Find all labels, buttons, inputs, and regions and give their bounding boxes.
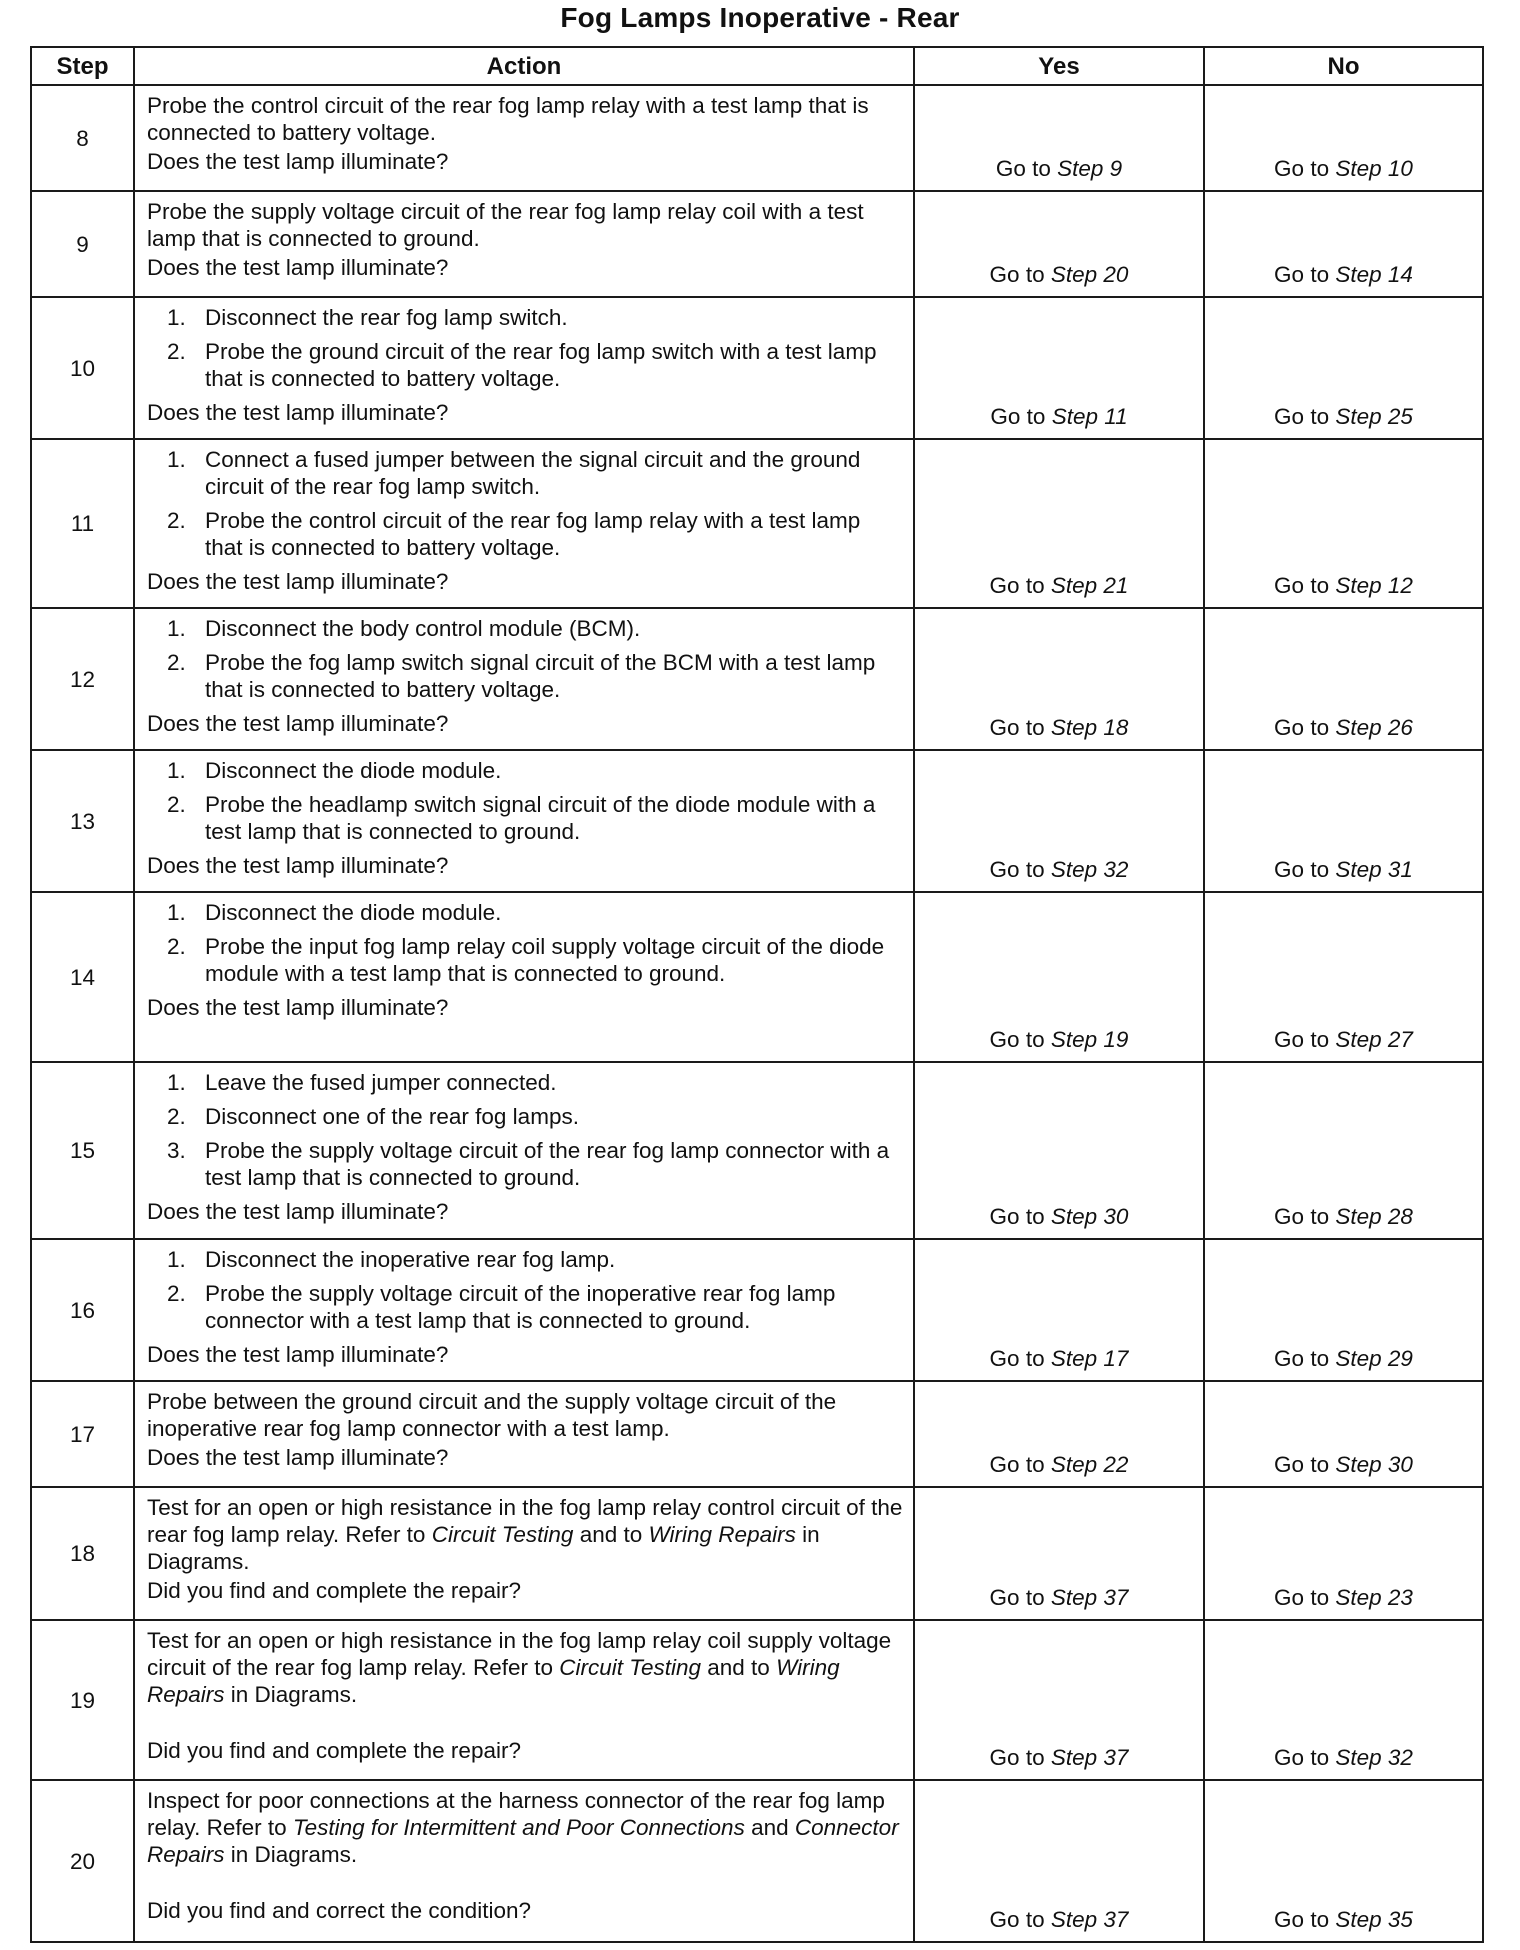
action-question: Did you find and complete the repair? xyxy=(147,1738,521,1763)
action-step-text: Disconnect the diode module. xyxy=(205,900,502,925)
spacer xyxy=(147,1708,903,1735)
goto-prefix: Go to xyxy=(1274,573,1336,598)
action-question: Did you find and complete the repair? xyxy=(147,1578,521,1603)
table-row xyxy=(31,892,1483,1062)
step-number: 18 xyxy=(31,1487,134,1620)
goto-step-number: 26 xyxy=(1387,715,1413,740)
action-cell xyxy=(134,750,914,892)
header-step: Step xyxy=(31,47,134,85)
action-step-number: 1. xyxy=(167,758,186,783)
action-step-number: 2. xyxy=(167,1104,186,1129)
action-step-text: Probe the supply voltage circuit of the inoperative rear fog lamp connector with a test lamp that is connected to ground. xyxy=(205,1281,836,1333)
reference-link-text: Testing for Intermittent and Poor Connections xyxy=(292,1815,745,1840)
action-question: Does the test lamp illuminate? xyxy=(147,255,449,280)
action-step-text: Leave the fused jumper connected. xyxy=(205,1070,557,1095)
yes-cell xyxy=(914,1780,1204,1942)
action-text xyxy=(147,92,903,146)
action-cell xyxy=(134,439,914,608)
diagnostic-table xyxy=(30,46,1484,1943)
table-row xyxy=(31,1381,1483,1487)
no-cell xyxy=(1204,1062,1483,1239)
step-number: 12 xyxy=(31,608,134,750)
reference-link-text: Circuit Testing xyxy=(431,1522,574,1547)
table-row xyxy=(31,297,1483,439)
no-cell xyxy=(1204,297,1483,439)
no-cell xyxy=(1204,892,1483,1062)
goto-step-word: Step xyxy=(1335,1745,1382,1770)
action-steps-list xyxy=(147,1069,903,1191)
action-step-number: 2. xyxy=(167,792,186,817)
goto-prefix: Go to xyxy=(989,1585,1051,1610)
action-step-text: Disconnect the rear fog lamp switch. xyxy=(205,305,568,330)
action-cell xyxy=(134,1780,914,1942)
goto-step-word: Step xyxy=(1050,1452,1098,1477)
action-step-number: 1. xyxy=(167,447,186,472)
goto-step-word: Step xyxy=(1057,156,1104,181)
no-cell xyxy=(1204,608,1483,750)
action-steps-list xyxy=(147,304,903,392)
goto-step-word: Step xyxy=(1050,573,1098,598)
action-step-item xyxy=(147,446,903,500)
action-step-number: 2. xyxy=(167,1281,186,1306)
goto-step-number: 21 xyxy=(1103,573,1129,598)
table-row xyxy=(31,191,1483,297)
action-cell xyxy=(134,1239,914,1381)
goto-step-number: 29 xyxy=(1387,1346,1413,1371)
action-step-number: 1. xyxy=(167,1247,186,1272)
action-step-number: 3. xyxy=(167,1138,186,1163)
goto-step-word: Step xyxy=(1335,1585,1382,1610)
action-cell xyxy=(134,191,914,297)
goto-step-word: Step xyxy=(1050,262,1098,287)
action-step-number: 1. xyxy=(167,1070,186,1095)
action-steps-list xyxy=(147,615,903,703)
action-step-number: 1. xyxy=(167,900,186,925)
goto-step-number: 37 xyxy=(1103,1907,1129,1932)
action-step-item xyxy=(147,1246,903,1273)
action-step-number: 2. xyxy=(167,339,186,364)
table-row xyxy=(31,1487,1483,1620)
no-cell xyxy=(1204,439,1483,608)
goto-step-number: 12 xyxy=(1387,573,1413,598)
action-steps-list xyxy=(147,1246,903,1334)
goto-step-number: 19 xyxy=(1103,1027,1129,1052)
goto-prefix: Go to xyxy=(989,1452,1051,1477)
action-text-segment: Probe between the ground circuit and the supply voltage circuit of the inoperative rear fog lamp connector with a test lamp. xyxy=(147,1389,837,1441)
goto-step-word: Step xyxy=(1335,715,1382,740)
goto-step-number: 32 xyxy=(1387,1745,1413,1770)
goto-step-number: 27 xyxy=(1387,1027,1413,1052)
goto-prefix: Go to xyxy=(1274,1027,1336,1052)
yes-cell xyxy=(914,85,1204,191)
no-cell xyxy=(1204,1487,1483,1620)
reference-link-text: Connector Repairs xyxy=(147,1815,899,1867)
header-yes: Yes xyxy=(914,47,1204,85)
goto-prefix: Go to xyxy=(990,404,1052,429)
action-cell xyxy=(134,297,914,439)
table-body xyxy=(31,85,1483,1942)
action-step-text: Connect a fused jumper between the signal circuit and the ground circuit of the rear fog lamp switch. xyxy=(205,447,861,499)
action-step-item xyxy=(147,615,903,642)
yes-cell xyxy=(914,1239,1204,1381)
goto-step-number: 37 xyxy=(1103,1745,1129,1770)
yes-cell xyxy=(914,439,1204,608)
no-cell xyxy=(1204,1381,1483,1487)
yes-cell xyxy=(914,750,1204,892)
table-row xyxy=(31,608,1483,750)
goto-prefix: Go to xyxy=(1274,404,1336,429)
goto-prefix: Go to xyxy=(989,857,1051,882)
goto-prefix: Go to xyxy=(1274,1204,1336,1229)
goto-step-number: 32 xyxy=(1103,857,1129,882)
action-step-item xyxy=(147,791,903,845)
table-row xyxy=(31,1062,1483,1239)
table-row xyxy=(31,1239,1483,1381)
action-question: Does the test lamp illuminate? xyxy=(147,853,449,878)
step-number: 13 xyxy=(31,750,134,892)
action-steps-list xyxy=(147,899,903,987)
table-row xyxy=(31,1780,1483,1942)
header-action: Action xyxy=(134,47,914,85)
action-cell xyxy=(134,892,914,1062)
goto-step-word: Step xyxy=(1050,1907,1098,1932)
step-number: 8 xyxy=(31,85,134,191)
header-no: No xyxy=(1204,47,1483,85)
action-text-segment: in Diagrams. xyxy=(224,1842,358,1867)
goto-step-number: 18 xyxy=(1103,715,1129,740)
action-step-item xyxy=(147,649,903,703)
action-text-segment: Probe the supply voltage circuit of the rear fog lamp relay coil with a test lamp that is connected to ground. xyxy=(147,199,864,251)
goto-step-word: Step xyxy=(1335,1346,1382,1371)
goto-step-number: 10 xyxy=(1387,156,1413,181)
action-text-segment: in Diagrams. xyxy=(147,1522,820,1574)
action-text xyxy=(147,1494,903,1575)
yes-cell xyxy=(914,191,1204,297)
goto-prefix: Go to xyxy=(1274,1745,1336,1770)
no-cell xyxy=(1204,1620,1483,1780)
reference-link-text: Circuit Testing xyxy=(559,1655,701,1680)
reference-link-text: Wiring Repairs xyxy=(147,1655,840,1707)
goto-step-word: Step xyxy=(1335,1204,1382,1229)
no-cell xyxy=(1204,750,1483,892)
action-step-item xyxy=(147,338,903,392)
action-question: Does the test lamp illuminate? xyxy=(147,1199,449,1224)
goto-step-word: Step xyxy=(1335,1027,1382,1052)
yes-cell xyxy=(914,1487,1204,1620)
action-question: Does the test lamp illuminate? xyxy=(147,995,449,1020)
goto-step-number: 23 xyxy=(1387,1585,1413,1610)
table-row xyxy=(31,439,1483,608)
action-text xyxy=(147,1627,903,1708)
action-step-text: Probe the input fog lamp relay coil supply voltage circuit of the diode module with a test lamp that is connected to ground. xyxy=(205,934,885,986)
goto-prefix: Go to xyxy=(1274,156,1336,181)
goto-step-number: 9 xyxy=(1109,156,1123,181)
action-step-text: Probe the headlamp switch signal circuit of the diode module with a test lamp that is connected to ground. xyxy=(205,792,876,844)
action-question: Does the test lamp illuminate? xyxy=(147,711,449,736)
action-step-text: Disconnect the body control module (BCM). xyxy=(205,616,641,641)
goto-step-number: 20 xyxy=(1103,262,1129,287)
step-number: 20 xyxy=(31,1780,134,1942)
action-step-text: Disconnect the inoperative rear fog lamp. xyxy=(205,1247,616,1272)
action-question: Does the test lamp illuminate? xyxy=(147,149,449,174)
table-row xyxy=(31,750,1483,892)
action-question: Does the test lamp illuminate? xyxy=(147,569,449,594)
step-number: 17 xyxy=(31,1381,134,1487)
action-text-segment: and xyxy=(744,1815,795,1840)
goto-prefix: Go to xyxy=(989,262,1051,287)
goto-prefix: Go to xyxy=(995,156,1058,181)
goto-step-number: 25 xyxy=(1387,404,1413,429)
action-step-text: Disconnect the diode module. xyxy=(205,758,502,783)
goto-step-word: Step xyxy=(1050,857,1098,882)
table-row xyxy=(31,85,1483,191)
goto-step-number: 30 xyxy=(1387,1452,1413,1477)
goto-prefix: Go to xyxy=(989,1346,1051,1371)
action-step-text: Disconnect one of the rear fog lamps. xyxy=(205,1104,579,1129)
action-step-number: 2. xyxy=(167,508,186,533)
table-row xyxy=(31,1620,1483,1780)
step-number: 11 xyxy=(31,439,134,608)
action-step-item xyxy=(147,507,903,561)
yes-cell xyxy=(914,1062,1204,1239)
step-number: 19 xyxy=(31,1620,134,1780)
action-text-segment: and to xyxy=(701,1655,777,1680)
yes-cell xyxy=(914,608,1204,750)
goto-step-number: 14 xyxy=(1387,262,1413,287)
goto-step-word: Step xyxy=(1335,156,1382,181)
action-cell xyxy=(134,1487,914,1620)
action-question: Does the test lamp illuminate? xyxy=(147,1342,449,1367)
goto-prefix: Go to xyxy=(1274,1346,1336,1371)
goto-step-word: Step xyxy=(1051,404,1098,429)
no-cell xyxy=(1204,1780,1483,1942)
step-number: 16 xyxy=(31,1239,134,1381)
goto-step-number: 37 xyxy=(1103,1585,1129,1610)
reference-link-text: Wiring Repairs xyxy=(648,1522,796,1547)
action-step-text: Probe the control circuit of the rear fog lamp relay with a test lamp that is connected to battery voltage. xyxy=(205,508,861,560)
action-step-item xyxy=(147,1103,903,1130)
action-cell xyxy=(134,1620,914,1780)
action-step-item xyxy=(147,1280,903,1334)
goto-prefix: Go to xyxy=(1274,262,1336,287)
action-step-number: 1. xyxy=(167,616,186,641)
action-text-segment: Test for an open or high resistance in the fog lamp relay control circuit of the rear fog lamp relay. Refer to xyxy=(147,1495,903,1547)
yes-cell xyxy=(914,297,1204,439)
action-text-segment: Inspect for poor connections at the harness connector of the rear fog lamp relay. Refer to xyxy=(147,1788,885,1840)
action-step-number: 1. xyxy=(167,305,186,330)
action-text xyxy=(147,198,903,252)
action-cell xyxy=(134,85,914,191)
no-cell xyxy=(1204,191,1483,297)
action-text-segment: Probe the control circuit of the rear fog lamp relay with a test lamp that is connected to battery voltage. xyxy=(147,93,869,145)
goto-step-number: 28 xyxy=(1387,1204,1413,1229)
step-number: 9 xyxy=(31,191,134,297)
no-cell xyxy=(1204,85,1483,191)
action-steps-list xyxy=(147,757,903,845)
goto-prefix: Go to xyxy=(1274,857,1336,882)
action-step-item xyxy=(147,1069,903,1096)
goto-prefix: Go to xyxy=(989,1745,1051,1770)
step-number: 15 xyxy=(31,1062,134,1239)
goto-step-word: Step xyxy=(1335,262,1382,287)
action-text xyxy=(147,1787,903,1868)
goto-step-number: 30 xyxy=(1103,1204,1129,1229)
goto-prefix: Go to xyxy=(989,1204,1051,1229)
step-number: 10 xyxy=(31,297,134,439)
goto-step-word: Step xyxy=(1050,1346,1098,1371)
goto-step-number: 11 xyxy=(1104,404,1128,429)
spacer xyxy=(147,1868,903,1895)
action-cell xyxy=(134,1062,914,1239)
action-cell xyxy=(134,1381,914,1487)
action-text-segment: and to xyxy=(573,1522,649,1547)
action-question: Does the test lamp illuminate? xyxy=(147,1445,449,1470)
goto-step-word: Step xyxy=(1335,404,1382,429)
yes-cell xyxy=(914,892,1204,1062)
goto-step-number: 31 xyxy=(1387,857,1413,882)
action-step-item xyxy=(147,304,903,331)
step-number: 14 xyxy=(31,892,134,1062)
action-step-text: Probe the fog lamp switch signal circuit of the BCM with a test lamp that is connected to battery voltage. xyxy=(205,650,876,702)
action-step-item xyxy=(147,899,903,926)
action-step-text: Probe the ground circuit of the rear fog lamp switch with a test lamp that is connected to battery voltage. xyxy=(205,339,877,391)
goto-step-word: Step xyxy=(1335,573,1382,598)
yes-cell xyxy=(914,1381,1204,1487)
goto-step-word: Step xyxy=(1050,1585,1098,1610)
goto-step-word: Step xyxy=(1335,1452,1382,1477)
goto-prefix: Go to xyxy=(989,573,1051,598)
no-cell xyxy=(1204,1239,1483,1381)
goto-step-word: Step xyxy=(1050,715,1098,740)
goto-step-number: 22 xyxy=(1103,1452,1129,1477)
action-step-text: Probe the supply voltage circuit of the rear fog lamp connector with a test lamp that is connected to ground. xyxy=(205,1138,890,1190)
goto-prefix: Go to xyxy=(1274,1907,1336,1932)
action-text-segment: in Diagrams. xyxy=(224,1682,358,1707)
goto-step-word: Step xyxy=(1050,1745,1098,1770)
goto-prefix: Go to xyxy=(1274,715,1336,740)
goto-prefix: Go to xyxy=(1274,1452,1336,1477)
goto-step-word: Step xyxy=(1335,857,1382,882)
action-step-item xyxy=(147,933,903,987)
page-title: Fog Lamps Inoperative - Rear xyxy=(560,2,960,33)
action-cell xyxy=(134,608,914,750)
goto-prefix: Go to xyxy=(989,1027,1051,1052)
goto-step-word: Step xyxy=(1335,1907,1382,1932)
goto-step-number: 35 xyxy=(1387,1907,1413,1932)
action-step-item xyxy=(147,757,903,784)
action-step-number: 2. xyxy=(167,934,186,959)
goto-prefix: Go to xyxy=(989,1907,1051,1932)
goto-step-word: Step xyxy=(1050,1027,1098,1052)
action-step-item xyxy=(147,1137,903,1191)
action-text xyxy=(147,1388,903,1442)
yes-cell xyxy=(914,1620,1204,1780)
action-steps-list xyxy=(147,446,903,561)
goto-prefix: Go to xyxy=(1274,1585,1336,1610)
action-text-segment: Test for an open or high resistance in the fog lamp relay coil supply voltage circuit of the rear fog lamp relay. Refer to xyxy=(147,1628,892,1680)
action-question: Does the test lamp illuminate? xyxy=(147,400,449,425)
goto-prefix: Go to xyxy=(989,715,1051,740)
action-step-number: 2. xyxy=(167,650,186,675)
action-question: Did you find and correct the condition? xyxy=(147,1898,531,1923)
goto-step-number: 17 xyxy=(1103,1346,1129,1371)
goto-step-word: Step xyxy=(1050,1204,1098,1229)
table-header-row xyxy=(31,47,1483,85)
